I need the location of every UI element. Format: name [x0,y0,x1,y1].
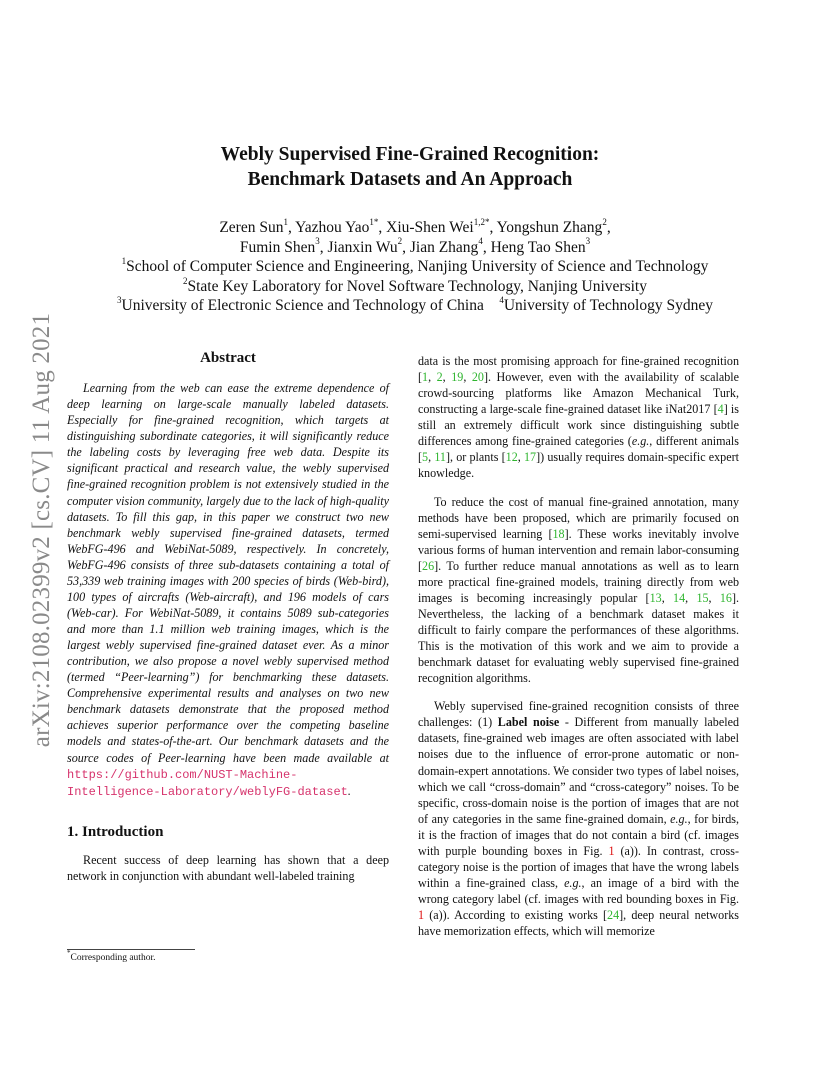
author-line-2: Fumin Shen$^3$, Jianxin Wu$^2$, Jian Zhang$^4$, Heng Tao Shen$^3$ [239,236,591,256]
intro-heading: 1. Introduction [67,823,164,840]
affiliation-3-4: $^3$University of Electronic Science and Technology of China $^4$University of Technology Sydney [117,295,713,315]
arxiv-stamp-text: arXiv:2108.02399v2 [cs.CV] 11 Aug 2021 [28,312,55,748]
title-line-1: Webly Supervised Fine-Grained Recognition: [220,144,600,165]
abstract-heading: Abstract [200,350,256,366]
footnote: *Corresponding author. [67,948,156,963]
paper-title [100,142,720,192]
affiliation-1: $^1$School of Computer Science and Engineering, Nanjing University of Science and Technology [121,256,709,276]
right-column [418,353,739,939]
intro-body: Recent success of deep learning has shown that a deep network in conjunction with abundant well-labeled training [67,852,389,883]
footnote-rule [67,949,195,950]
arxiv-stamp [24,270,60,790]
affiliation-2: $^2$State Key Laboratory for Novel Software Technology, Nanjing University [183,275,647,295]
author-block [60,218,770,316]
abstract-body: Learning from the web can ease the extreme dependence of deep learning on large-scale manually labeled datasets. Especially for fine-grained recognition, which targets at distinguishing subordinate categories, it will significantly reduce the labeling costs by leveraging free web data. Despite its significant practical and research value, the webly supervised fine-grained recognition problem is not extensively studied in the computer vision community, largely due to the lack of high-quality datasets. To fill this gap, in this paper we construct two new benchmark webly supervised fine-grained datasets, termed WebFG-496 and WebiNat-5089, respectively. In concretely, WebFG-496 consists of three sub-datasets containing a total of 53,339 web training images with 200 species of birds (Web-bird), 100 types of aircrafts (Web-aircraft), and 196 models of cars (Web-car). For WebiNat-5089, it contains 5089 sub-categories and more than 1.1 million web training images, which is the largest webly supervised fine-grained dataset ever. As a minor contribution, we also propose a novel webly supervised method (termed “Peer-learning”) for benchmarking these datasets. Comprehensive experimental results and analyses on two new benchmark datasets demonstrate that the proposed method achieves superior performance over the competing baseline models and states-of-the-art. Our benchmark datasets and the source codes of Peer-learning have been made available at https://github.com/NUST-Machine-Intelligence-Laboratory/weblyFG-dataset. [67,381,389,799]
dataset-link[interactable]: https://github.com/NUST-Machine-Intelligence-Laboratory/weblyFG-dataset [67,767,348,799]
left-column [67,350,389,884]
right-paragraph-3: Webly supervised fine-grained recognition consists of three challenges: (1) Label noise - Different from manually labeled datasets, fine-grained web images are often associated with label noises due to the influence of error-prone automatic or non-domain-expert annotations. We consider two types of label noises, which we call “cross-domain” and “cross-category” noises. To be specific, cross-domain noise is the portion of images that are not of any categories in the same fine-grained domain, e.g., for birds, it is the fraction of images that do not contain a bird (cf. images with purple bounding boxes in Fig. 1 (a)). In contrast, cross-category noise is the portion of images that have the wrong labels within a fine-grained class, e.g., an image of a bird with the wrong category label (cf. images with red bounding boxes in Fig. 1 (a)). According to existing works [24], deep neural networks have memorization effects, which will memorize [418,699,739,939]
right-paragraph-2: To reduce the cost of manual fine-grained annotation, many methods have been proposed, which are primarily focused on semi-supervised learning [18]. These works inevitably involve various forms of human intervention and remain labor-consuming [26]. To further reduce manual annotations as well as to learn more practical fine-grained models, training directly from web images is becoming increasingly popular [13, 14, 15, 16]. Nevertheless, the lacking of a benchmark dataset makes it difficult to fairly compare the performances of these algorithms. This is the motivation of this work and we aim to provide a benchmark dataset for evaluating webly supervised fine-grained recognition algorithms. [418,494,740,686]
right-paragraph-1: data is the most promising approach for fine-grained recognition [1, 2, 19, 20]. However, even with the availability of scalable crowd-sourcing platforms like Amazon Mechanical Turk, constructing a large-scale fine-grained dataset like iNat2017 [4] is still an extremely difficult work since distinguishing subtle differences among fine-grained categories (e.g., different animals [5, 11], or plants [12, 17]) usually requires domain-specific expert knowledge. [418,354,740,481]
author-line-1: Zeren Sun$^1$, Yazhou Yao$^{1*}$, Xiu-Shen Wei$^{1,2*}$, Yongshun Zhang$^2$, [219,216,611,236]
title-line-2: Benchmark Datasets and An Approach [247,169,573,190]
